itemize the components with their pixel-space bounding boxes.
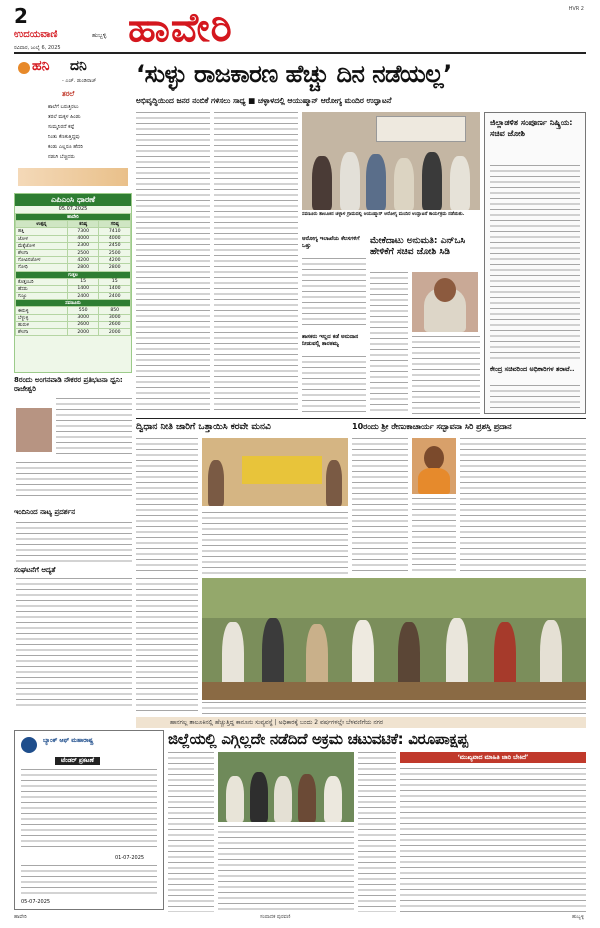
apmc-section: ಗುತ್ತಲ <box>16 271 131 278</box>
tree-planting-photo <box>202 578 586 700</box>
left-side-body <box>136 578 198 714</box>
lead-body <box>214 112 298 414</box>
bank-logo-icon <box>21 737 37 753</box>
apmc-cell: 2000 <box>67 329 99 336</box>
apmc-cell: 2000 <box>99 329 131 336</box>
apmc-cell: ಹತ್ತಿ <box>16 228 68 235</box>
story-body <box>16 462 132 500</box>
lead-photo <box>302 112 480 210</box>
poem-line: ಸುಮ್ಮನಿರದೆ ಕಪ್ಪೆ <box>48 124 75 130</box>
poem-line: ನಿಂತು ಕೆಣಕುತ್ತಿದ್ದವು <box>48 134 80 140</box>
apmc-cell: ಕೊತ್ತಂಬರಿ <box>16 278 68 285</box>
story-headline: 8ರಂದು ಅಂಗನವಾಡಿ ನೌಕರರ ಪ್ರತಿಭಟನಾ ಧ್ವನಿ: ರಾಜೇಶ್ವರಿ <box>14 376 123 393</box>
apmc-cell: ಗೋವಿನಜೋಳ <box>16 257 68 264</box>
section-divider <box>136 418 586 419</box>
award-body <box>460 438 586 574</box>
apmc-row <box>16 257 131 264</box>
apmc-row <box>16 321 131 328</box>
mekedatu-headline: ಮೇಕೆದಾಟು ಅನುಮತಿ: ಎನ್ಒಸಿ ಹೇಳಿಕೆಗೆ ಸಚಿವ ಜೋಶಿ ಸಿಡಿ <box>370 236 466 257</box>
hanidani-title-b: ದನಿ <box>70 58 87 74</box>
apmc-cell: 15 <box>67 278 99 285</box>
apmc-row <box>16 264 131 271</box>
top-right-tag: HVR 2 <box>568 6 584 12</box>
apmc-col: ಗರಿಷ್ಠ <box>99 221 131 228</box>
side-story-body <box>490 385 580 411</box>
award-portrait <box>412 438 456 494</box>
apmc-cell: ಬೆಳ್ಳುಳ್ಳಿ <box>16 314 68 321</box>
apmc-cell: 2400 <box>99 293 131 300</box>
apmc-cell: 2450 <box>99 242 131 249</box>
apmc-cell: ಶೇಂಗಾ <box>16 249 68 256</box>
apmc-cell: 2800 <box>67 264 99 271</box>
masthead-rule <box>14 52 586 54</box>
apmc-cell: ಶೇಂಗಾ <box>16 329 68 336</box>
award-headline: 10ರಂದು ಶ್ರೀ ರೇಣುಕಾಚಾರ್ಯ ಸದ್ಭಾವನಾ ಸಿರಿ ಪ್ರಶಸ್ತಿ ಪ್ರದಾನ <box>352 422 512 431</box>
side-story-headline: ಜಿಲ್ಲಾಡಳಿತ ಸಂಪೂರ್ಣ ನಿಷ್ಕ್ರಿಯ: ಸಚಿವ ಜೋಶಿ <box>490 118 573 138</box>
section-title: ಹಾವೇರಿ <box>128 5 233 51</box>
apmc-row <box>16 249 131 256</box>
bank-ad <box>14 730 164 910</box>
apmc-cell: 4000 <box>67 235 99 242</box>
apmc-row <box>16 307 131 314</box>
award-body <box>412 498 456 574</box>
apmc-cell: ಜೋಳ <box>16 235 68 242</box>
minister-face <box>434 278 456 302</box>
apmc-title: ಎಪಿಎಂಸಿ ಧಾರಣೆ <box>15 194 131 206</box>
apmc-row <box>16 293 131 300</box>
apmc-row <box>16 228 131 235</box>
hanidani-title-a: ಹನಿ <box>32 58 50 74</box>
poem-line: ಕಂಡು ಎಲ್ಲರೂ ಹೆದರಿ <box>48 144 83 150</box>
bottom-tag: ‘ಮುಖ್ಯವಾದ ಮಾಹಿತಿ ಜಾರಿ ಬೇಕಿದೆ’ <box>400 752 586 763</box>
tree-planting-caption <box>202 702 586 714</box>
edition-word: ಹುಬ್ಬಳ್ಳಿ <box>92 32 107 39</box>
apmc-section: ಹಾವೇರಿ <box>16 214 131 221</box>
apmc-cell: 2300 <box>67 242 99 249</box>
apmc-cell: 850 <box>99 307 131 314</box>
apmc-section: ಸವಣೂರು <box>16 300 131 307</box>
minister-photo <box>412 272 478 332</box>
tender-date: 01-07-2025 <box>115 855 145 861</box>
apmc-cell: 4200 <box>99 257 131 264</box>
story-body <box>16 522 132 562</box>
dviguna-headline: ದ್ವಿಧಾನ ನೀತಿ ಜಾರಿಗೆ ಒತ್ತಾಯಿಸಿ ಕರವೇ ಮನವಿ <box>136 422 271 432</box>
bottom-lead-headline: ಜಿಲ್ಲೆಯಲ್ಲಿ ಎಗ್ಗಿಲ್ಲದೇ ನಡೆದಿದೆ ಅಕ್ರಮ ಚಟುವಟಿಕೆ: ವಿರೂಪಾಕ್ಷಪ್ಪ <box>168 730 468 748</box>
apmc-col: ಉತ್ಪನ್ನ <box>16 221 68 228</box>
story-body <box>16 578 132 710</box>
dviguna-photo <box>202 438 348 506</box>
side-story-subhead: ಕೇಂದ್ರ ಸಚಿವರಿಂದ ಅಧಿಕಾರಿಗಳ ತರಾಟೆ.. <box>490 365 575 373</box>
mid-sidebar-headline: ಶಾಸಕರು ಇಲ್ಲದ ಕಡೆ ಅನುದಾನ ನೀಡುವಲ್ಲಿ ತಾರತಮ್ಯ <box>302 334 359 347</box>
bottom-lead-photo <box>218 752 354 822</box>
date-line: ರವಿವಾರ, ಜುಲೈ 6, 2025 <box>14 45 61 51</box>
apmc-cell: 550 <box>67 307 99 314</box>
tender-date: 05-07-2025 <box>21 899 51 905</box>
apmc-cell: 2600 <box>99 321 131 328</box>
apmc-cell: 4000 <box>99 235 131 242</box>
paper-name: ಉದಯವಾಣಿ <box>14 29 58 40</box>
apmc-cell: 4200 <box>67 257 99 264</box>
apmc-cell: 2500 <box>67 249 99 256</box>
bank-title: ಬ್ಯಾಂಕ್ ಆಫ್ ಮಹಾರಾಷ್ಟ್ರ <box>43 737 94 744</box>
footer-mid: ಸಂಪಾದಕ ಪುರವಣಿ <box>260 914 291 920</box>
apmc-row <box>16 235 131 242</box>
flower-icon <box>18 62 30 74</box>
apmc-cell: 2600 <box>67 321 99 328</box>
apmc-row <box>16 242 131 249</box>
apmc-cell: ಮೆಕ್ಕೆಜೋಳ <box>16 242 68 249</box>
bottom-lead-body <box>168 752 214 912</box>
ribbon-bar <box>136 717 586 728</box>
apmc-cell: ಹೆಸರು <box>16 285 68 292</box>
mekedatu-body <box>412 336 480 414</box>
apmc-row <box>16 329 131 336</box>
apmc-cell: 3000 <box>99 314 131 321</box>
poem-line: ನಡುಗಿ ಬೆಚ್ಚಿದರು <box>48 154 75 160</box>
story-headline: ಇಂದಿನಿಂದ ನಾಟ್ಯ ಪ್ರದರ್ಶನ <box>14 508 76 516</box>
apmc-row <box>16 278 131 285</box>
apmc-cell: 2500 <box>99 249 131 256</box>
award-body <box>352 438 408 574</box>
apmc-cell: 7410 <box>99 228 131 235</box>
apmc-box <box>14 193 132 373</box>
page-number: 2 <box>14 4 28 28</box>
protest-banner <box>242 456 322 484</box>
apmc-cell: 3000 <box>67 314 99 321</box>
lead-photo-caption: ಸವಣೂರು ತಾಲೂಕಿನ ಚಳ್ಳಾಳ ಗ್ರಾಮದಲ್ಲಿ ಆಯುಷ್ಮಾನ್ ಆರೋಗ್ಯ ಮಂದಿರ ಉದ್ಘಾಟನೆ ಕಾರ್ಯಕ್ರಮ ನಡೆಯಿತು. <box>302 212 465 217</box>
story-headline: ಸಂಘಟನೆಗೆ ಆದ್ಯತೆ <box>14 566 56 574</box>
apmc-table <box>15 213 131 336</box>
hanidani-byline: - ಎಚ್. ಡುಂಡಿರಾಜ್ <box>62 78 97 84</box>
apmc-cell: 2800 <box>99 264 131 271</box>
poem-line: ಶಾಲೆಗೆ ಬರುತ್ತಿರಲು <box>48 104 79 110</box>
lead-body <box>136 112 210 414</box>
apmc-cell: 2400 <box>67 293 99 300</box>
apmc-date: 05.07.2025 <box>58 206 88 212</box>
hanidani-cartoon <box>18 168 128 186</box>
apmc-cell: 1400 <box>99 285 131 292</box>
footer-right: ಹುಬ್ಬಳ್ಳಿ <box>571 914 584 920</box>
bottom-lead-body <box>218 826 354 912</box>
tender-body <box>21 865 157 895</box>
side-story-box <box>484 112 586 414</box>
tender-title: ಟೆಂಡರ್ ಪ್ರಕಟಣೆ <box>55 757 100 765</box>
apmc-cell: 1400 <box>67 285 99 292</box>
apmc-row <box>16 314 131 321</box>
mid-sidebar-body <box>302 356 366 414</box>
dviguna-body <box>202 512 348 574</box>
tender-body <box>21 769 157 849</box>
lead-headline: ‘ಸುಳ್ಳು ರಾಜಕಾರಣ ಹೆಚ್ಚು ದಿನ ನಡೆಯಲ್ಲ’ <box>136 60 452 88</box>
mid-sidebar-body <box>302 258 366 328</box>
bottom-lead-body <box>358 752 396 912</box>
mekedatu-body <box>370 272 408 414</box>
apmc-cell: ಹುರುಳಿ <box>16 321 68 328</box>
poem-title: ತರಲೆ <box>62 90 75 98</box>
apmc-cell: ಗೋಧಿ <box>16 264 68 271</box>
apmc-cell: 7300 <box>67 228 99 235</box>
story-body <box>56 398 132 458</box>
stage-banner <box>376 116 466 142</box>
apmc-row <box>16 285 131 292</box>
portrait-photo <box>16 408 52 452</box>
footer-left: ಹಾವೇರಿ <box>14 914 27 920</box>
apmc-col: ಕನಿಷ್ಠ <box>67 221 99 228</box>
apmc-cell: ಗುಜ್ಜು <box>16 293 68 300</box>
hanidani-box <box>14 58 132 190</box>
dviguna-body <box>136 438 198 574</box>
mid-sidebar-headline: ಆರೋಗ್ಯ ಇಲಾಖೆಯ ಕೆಲಸಗಳಿಗೆ ಒತ್ತು <box>302 236 360 249</box>
apmc-cell: 15 <box>99 278 131 285</box>
poem-line: ತರಲೆ ಮಕ್ಕಳ ಹಿಂಡು <box>48 114 81 120</box>
lead-subhead: ಅಭಿವೃದ್ಧಿಯಿಂದ ಜನರ ನಂಬಿಕೆ ಗಳಿಸಲು ಸಾಧ್ಯ ■ ಚಳ್ಳಾಳದಲ್ಲಿ ಆಯುಷ್ಮಾನ್ ಆರೋಗ್ಯ ಮಂದಿರ ಉದ್ಘಾಟನೆ <box>136 96 392 105</box>
ribbon-text: ಹಾನಗಲ್ಲ ತಾಲೂಕಿನಲ್ಲಿ ಹೆಚ್ಚುತ್ತಿದ್ದ ಕಾನೂನು ಸುವ್ಯವಸ್ಥೆ | ಅಧಿಕಾರಕ್ಕೆ ಬಂದು 2 ವರ್ಷಗಳಲ್ಲೇ ಬೆಳವಣಿಗೆಯ ನಗರ <box>170 719 384 726</box>
apmc-cell: ಈರುಳ್ಳಿ <box>16 307 68 314</box>
side-story-body <box>490 165 580 361</box>
bottom-tag-body <box>400 768 586 912</box>
